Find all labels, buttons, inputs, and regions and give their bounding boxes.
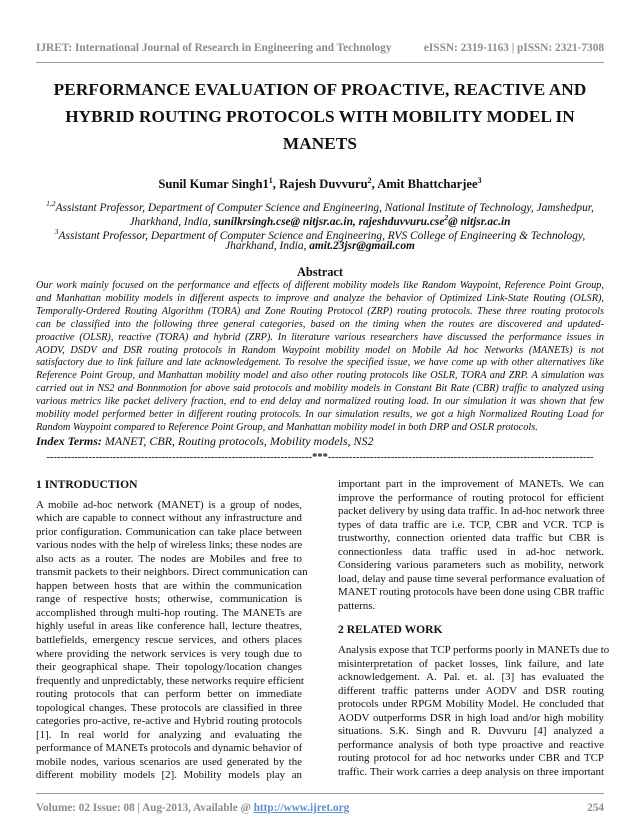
title-line: MANETS (282, 134, 358, 153)
affiliation-text: Jharkhand, India, (129, 215, 214, 228)
footer-rule (36, 793, 604, 794)
abstract-line: and Manhattan mobility models in different aspects to improve and analyze the behavior of Optimized Link-State Routing (OLSR), (36, 292, 604, 304)
index-terms-label: Index Terms: (36, 434, 102, 448)
body-line: various nodes with the help of wireless links; these nodes are (36, 539, 303, 552)
affiliation-text: Jharkhand, India, (225, 240, 310, 252)
author-list (36, 176, 604, 192)
author-3-sup: 3 (477, 176, 482, 185)
body-line: [1]. In real world for analyzing and evaluating the (36, 728, 302, 741)
body-line: load, delay and pause time several performance evaluation of (338, 572, 606, 585)
body-line: situations. S.K. Singh and R. Duvvuru [4] analyzed a (338, 725, 604, 738)
body-line: categories pro-active, re-active and Hybrid routing protocols (36, 715, 302, 728)
body-line: patterns. (338, 599, 376, 612)
body-line: important part in the improvement of MANETs. We can (338, 478, 604, 490)
body-line: their geographical shape. Their topology/location changes (36, 661, 302, 674)
abstract-body (36, 280, 604, 435)
body-line: protocols under RPGM Mobility Model. He concluded that (338, 698, 604, 711)
page-footer (36, 802, 604, 814)
abstract-line: can be classified into the following three general categories, based on the timing when the routes are discovered and updated- (36, 318, 604, 330)
email-link-2-part: rajeshduvvuru.cse (358, 215, 445, 228)
body-line: different mobility models [2]. Mobility models play an (36, 769, 302, 782)
journal-website-link[interactable]: http://www.ijret.org (253, 802, 350, 814)
header-rule (36, 62, 604, 63)
affiliation-text: Assistant Professor, Department of Computer Science and Engineering, National Institute of Technology, Jamshedpur, (55, 201, 594, 214)
footer-citation (36, 802, 349, 814)
body-line: MANET routing protocols have been done using CBR traffic (338, 586, 605, 599)
title-line: PERFORMANCE EVALUATION OF PROACTIVE, REACTIVE AND (53, 80, 587, 99)
email-link-2-sup: 2 (444, 213, 449, 222)
author-2: Rajesh Duvvuru (279, 177, 368, 192)
abstract-line: AODV, DSDV and DSR routing protocols in Random Waypoint mobility model on Mobile Ad hoc Networks (MANETs) is not (36, 344, 604, 356)
body-line: routing protocol for ad hoc networks under CBR and TCP (338, 752, 604, 765)
affiliation-text: Assistant Professor, Department of Computer Science and Engineering, RVS College of Engineering & Technology, (58, 229, 586, 242)
abstract-line: Random Waypoint compared to Reference Point Group, and Manhattan mobility model in both DRP and OSLR protocols. (36, 421, 538, 433)
abstract-line: Our work mainly focused on the performance and effects of different mobility models like Random Waypoint, Reference Point Group, (36, 280, 604, 291)
issn-text: eISSN: 2319-1163 | pISSN: 2321-7308 (423, 42, 604, 54)
body-line: performance of MANETs protocols and dynamic behavior of (36, 742, 303, 755)
body-line: misinterpretation of packet losses, link failure, and late (338, 657, 604, 670)
body-line: accomplished through multi-hop routing. The MANETs are (36, 606, 302, 619)
body-line: transmit packets to their neighbors. Direct communication can (36, 566, 308, 579)
body-line: battlefields, emergency rescue services, and others places (36, 634, 302, 647)
author-3: Amit Bhattcharjee (377, 177, 478, 192)
body-line: Considering various parameters such as mobility, network (338, 559, 604, 572)
body-line: mobile nodes, various scenarios are used generated by the (36, 755, 302, 768)
body-line: performance analysis of both type proactive and reactive (338, 738, 604, 751)
body-line: also acts as a router. The nodes are Mobiles and free to (36, 552, 302, 565)
abstract-line: Reference Point Group, and Manhattan mobility model and also other routing protocols like OSLR, TORA and ZRP. A simulation was (36, 370, 604, 382)
body-line: prior configuration. Communication can take place between (36, 525, 302, 538)
body-line: acknowledgement. A. Pal. et. al. [3] has evaluated the (338, 671, 604, 684)
email-link-2-part: @ nitjsr.ac.in (448, 215, 511, 228)
author-1: Sunil Kumar Singh1 (158, 177, 269, 192)
body-line: which are capable to connect without any infrastructure and (36, 512, 302, 525)
body-line: packet delivery by using data traffic. In ad-hoc network three (338, 505, 605, 518)
author-separator: , (272, 177, 280, 192)
affiliation-2-sup: 3 (54, 227, 59, 236)
email-link-3[interactable]: amit.23jsr@gmail.com (309, 240, 415, 252)
page-number: 254 (587, 802, 604, 814)
body-line: routing protocols that can perform better on immediate (36, 688, 302, 701)
index-terms-text: MANET, CBR, Routing protocols, Mobility models, NS2 (101, 434, 374, 448)
right-column (338, 478, 610, 779)
affiliation-1-sup: 1,2 (46, 199, 56, 208)
body-line: where providing the network services is very tough due to (36, 647, 302, 660)
running-header (36, 42, 604, 54)
body-line: connectionless data traffic used in ad-hoc network. (338, 545, 604, 558)
body-line: trustworthy, connection oriented data traffic but CBR is (338, 532, 604, 545)
body-line: happen between hosts that are within the communication (36, 579, 302, 592)
author-1-sup: 1 (268, 176, 273, 185)
body-line: highly useful in areas like conference hall, lecture theatres, (36, 620, 302, 633)
left-column (36, 478, 308, 783)
paper-title (36, 76, 604, 157)
author-separator: , (371, 177, 378, 192)
body-line: A mobile ad-hoc network (MANET) is a group of nodes, (36, 498, 302, 511)
author-2-sup: 2 (367, 176, 372, 185)
body-line: range of respective hosts; otherwise, communication is (36, 593, 302, 606)
footer-volume-text: Volume: 02 Issue: 08 | Aug-2013, Available @ (36, 802, 254, 814)
email-link-1[interactable]: sunilkrsingh.cse@ nitjsr.ac.in (213, 215, 353, 228)
abstract-line: carried out in NS2 and Bonnmotion for above said protocols and mobility models in Constant Bit Rate (CBR) traffic to analyzed using (36, 383, 604, 395)
body-line: Analysis expose that TCP performs poorly in MANETs due to (338, 644, 610, 657)
body-line: topological changes. These protocols are classified in three (36, 701, 302, 714)
index-terms (36, 434, 604, 449)
abstract-line: Temporally-Ordered Routing Algorithm (TORA) and Zone Routing Protocol (ZRP) routing protocols. These three routing protocols (36, 305, 604, 317)
body-line: frequently and unpredictably, these networks require efficient (36, 674, 304, 687)
body-line: AODV outperforms DSR in high load and/or high mobility (338, 711, 604, 724)
body-line: improve the performance of routing protocol for efficient (338, 491, 604, 504)
section-separator: ----------------------------------------------------------------------------***---------------------------------------------------------------------------- (46, 452, 594, 463)
body-line: traffic. Their work carries a deep analysis on three important (338, 765, 604, 778)
abstract-line: proactive (OLSR), reactive (TORA) and hybrid (ZRP). In literature various researchers have discussed the performance issues in (36, 331, 604, 343)
abstract-line: satisfactory due to link failure and late acknowledgement. To resolve the specified issue, we have come up with other alternatives like (36, 357, 604, 369)
abstract-line: various metrics like packet delivery fraction, end to end delay and normalized routing load. In our simulation it was shown that few (36, 396, 604, 408)
abstract-heading: Abstract (296, 265, 344, 279)
paragraph-gap (338, 613, 604, 623)
body-line: types of data traffic are i.e. TCP, CBR and VCR. TCP is (338, 518, 604, 531)
title-line: HYBRID ROUTING PROTOCOLS WITH MOBILITY MODEL IN (65, 107, 575, 126)
affiliation-2-line-2 (36, 239, 604, 254)
email-separator: , (352, 215, 359, 228)
journal-name: IJRET: International Journal of Research in Engineering and Technology (36, 42, 392, 54)
body-line: different traffic patterns under AODV and DSR routing (338, 684, 604, 697)
abstract-line: mobility model performed better in different routing protocols. In our simulation results, we got a high Normalized Routing Load for (36, 409, 604, 421)
section-heading-introduction: 1 INTRODUCTION (36, 478, 138, 491)
section-heading-related-work: 2 RELATED WORK (338, 623, 443, 637)
